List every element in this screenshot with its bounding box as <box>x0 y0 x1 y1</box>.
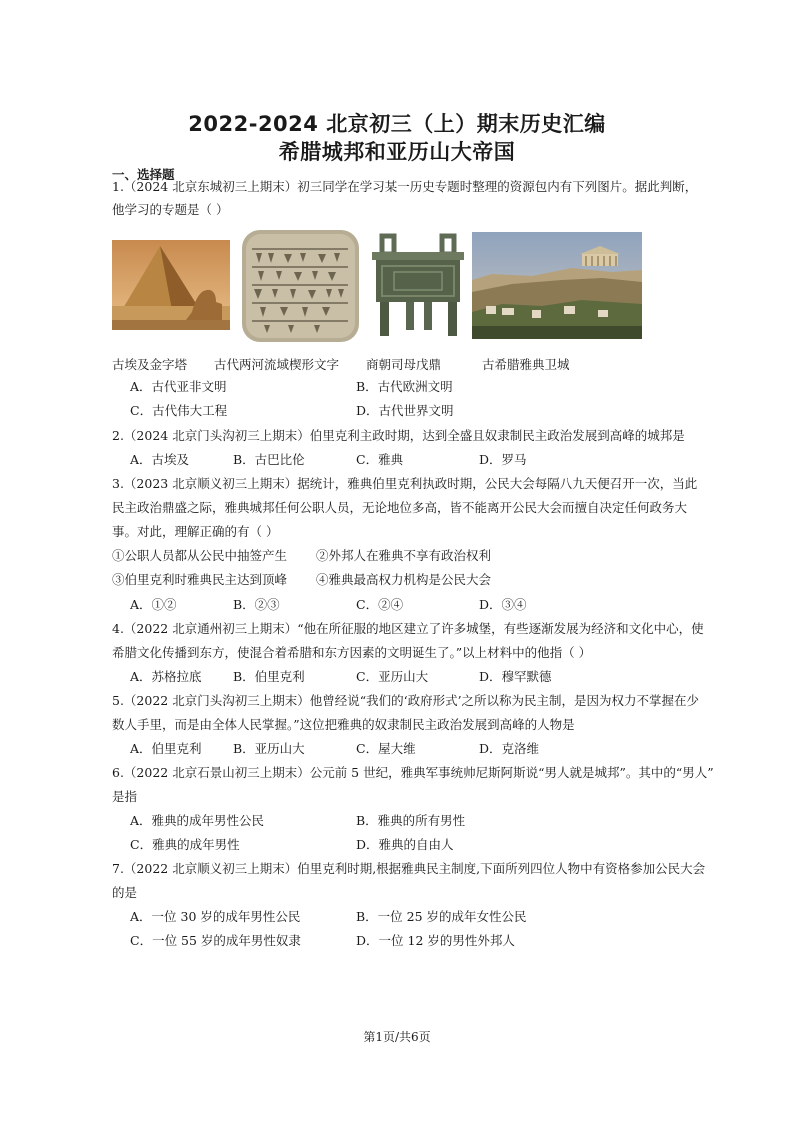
q3-statement-3: ③伯里克利时雅典民主达到顶峰 <box>112 572 288 587</box>
q5-option-a[interactable]: A．伯里克利 <box>130 741 202 756</box>
q4-option-d[interactable]: D．穆罕默德 <box>479 669 552 684</box>
q2-option-d[interactable]: D．罗马 <box>479 452 527 467</box>
q2-stem-line1: 2.（2024 北京门头沟初三上期末）伯里克利主政时期，达到全盛且奴隶制民主政治发展到高峰的城邦是 <box>112 428 685 443</box>
q2-option-a[interactable]: A．古埃及 <box>130 452 190 467</box>
q3-statement-2: ②外邦人在雅典不享有政治权利 <box>316 548 492 563</box>
q6-option-c[interactable]: C．雅典的成年男性 <box>130 837 240 852</box>
q6-stem-line2: 是指 <box>112 789 138 804</box>
caption-cuneiform: 古代两河流域楔形文字 <box>214 357 340 372</box>
q4-stem-line1: 4.（2022 北京通州初三上期末）“他在所征服的地区建立了许多城堡，有些逐渐发展为经济和文化中心，使 <box>112 621 704 636</box>
q1-option-d[interactable]: D．古代世界文明 <box>356 403 454 418</box>
caption-pyramid: 古埃及金字塔 <box>112 357 188 372</box>
q7-option-b[interactable]: B．一位 25 岁的成年女性公民 <box>356 909 527 924</box>
q3-stem-line1: 3.（2023 北京顺义初三上期末）据统计，雅典伯里克利执政时期，公民大会每隔八九天便召开一次，当此 <box>112 476 698 491</box>
pyramid-sphinx-photo <box>112 240 230 330</box>
caption-acropolis: 古希腊雅典卫城 <box>482 357 570 372</box>
caption-ding: 商朝司母戊鼎 <box>366 357 442 372</box>
q7-option-d[interactable]: D．一位 12 岁的男性外邦人 <box>356 933 515 948</box>
page-subtitle: 希腊城邦和亚历山大帝国 <box>278 140 516 164</box>
q5-option-b[interactable]: B．亚历山大 <box>233 741 305 756</box>
q3-statement-1: ①公职人员都从公民中抽签产生 <box>112 548 288 563</box>
athens-acropolis-photo <box>472 232 642 339</box>
q4-option-c[interactable]: C．亚历山大 <box>356 669 429 684</box>
q6-option-d[interactable]: D．雅典的自由人 <box>356 837 454 852</box>
q3-option-b[interactable]: B．②③ <box>233 597 280 612</box>
q3-option-c[interactable]: C．②④ <box>356 597 404 612</box>
q4-stem-line2: 希腊文化传播到东方，使混合着希腊和东方因素的文明诞生了。”以上材料中的他指（ ） <box>112 645 592 660</box>
q1-option-a[interactable]: A．古代亚非文明 <box>130 379 227 394</box>
q6-option-a[interactable]: A．雅典的成年男性公民 <box>130 813 265 828</box>
q2-option-c[interactable]: C．雅典 <box>356 452 404 467</box>
q5-option-c[interactable]: C．屋大维 <box>356 741 416 756</box>
cuneiform-tablet-photo <box>238 227 363 345</box>
q3-statement-4: ④雅典最高权力机构是公民大会 <box>316 572 492 587</box>
q3-option-d[interactable]: D．③④ <box>479 597 527 612</box>
page-number: 第1页/共6页 <box>363 1030 431 1044</box>
bronze-ding-photo <box>368 232 468 340</box>
q1-option-c[interactable]: C．古代伟大工程 <box>130 403 228 418</box>
q5-stem-line1: 5.（2022 北京门头沟初三上期末）他曾经说“我们的‘政府形式’之所以称为民主制，是因为权力不掌握在少 <box>112 693 700 708</box>
q6-option-b[interactable]: B．雅典的所有男性 <box>356 813 466 828</box>
q3-option-a[interactable]: A．①② <box>130 597 177 612</box>
q7-stem-line1: 7.（2022 北京顺义初三上期末）伯里克利时期,根据雅典民主制度,下面所列四位人物中有资格参加公民大会 <box>112 861 706 876</box>
q7-stem-line2: 的是 <box>112 885 138 900</box>
q4-option-b[interactable]: B．伯里克利 <box>233 669 305 684</box>
q1-stem-line1: 1.（2024 北京东城初三上期末）初三同学在学习某一历史专题时整理的资源包内有下列图片。据此判断， <box>112 179 698 194</box>
q1-stem-line2: 他学习的专题是（ ） <box>112 202 229 217</box>
q5-stem-line2: 数人手里，而是由全体人民掌握。”这位把雅典的奴隶制民主政治发展到高峰的人物是 <box>112 717 575 732</box>
q6-stem-line1: 6.（2022 北京石景山初三上期末）公元前 5 世纪，雅典军事统帅尼斯阿斯说“男人就是城邦”。其中的“男人” <box>112 765 714 780</box>
q2-option-b[interactable]: B．古巴比伦 <box>233 452 305 467</box>
q7-option-a[interactable]: A．一位 30 岁的成年男性公民 <box>130 909 301 924</box>
q7-option-c[interactable]: C．一位 55 岁的成年男性奴隶 <box>130 933 301 948</box>
q3-stem-line3: 事。对此，理解正确的有（ ） <box>112 524 279 539</box>
q3-stem-line2: 民主政治鼎盛之际，雅典城邦任何公职人员，无论地位多高，皆不能离开公民大会而擅自决定任何政务大 <box>112 500 688 515</box>
page-title: 2022-2024 北京初三（上）期末历史汇编 <box>188 112 606 136</box>
section-heading: 一、选择题 <box>112 167 175 182</box>
q5-option-d[interactable]: D．克洛维 <box>479 741 540 756</box>
q4-option-a[interactable]: A．苏格拉底 <box>130 669 202 684</box>
q1-option-b[interactable]: B．古代欧洲文明 <box>356 379 453 394</box>
